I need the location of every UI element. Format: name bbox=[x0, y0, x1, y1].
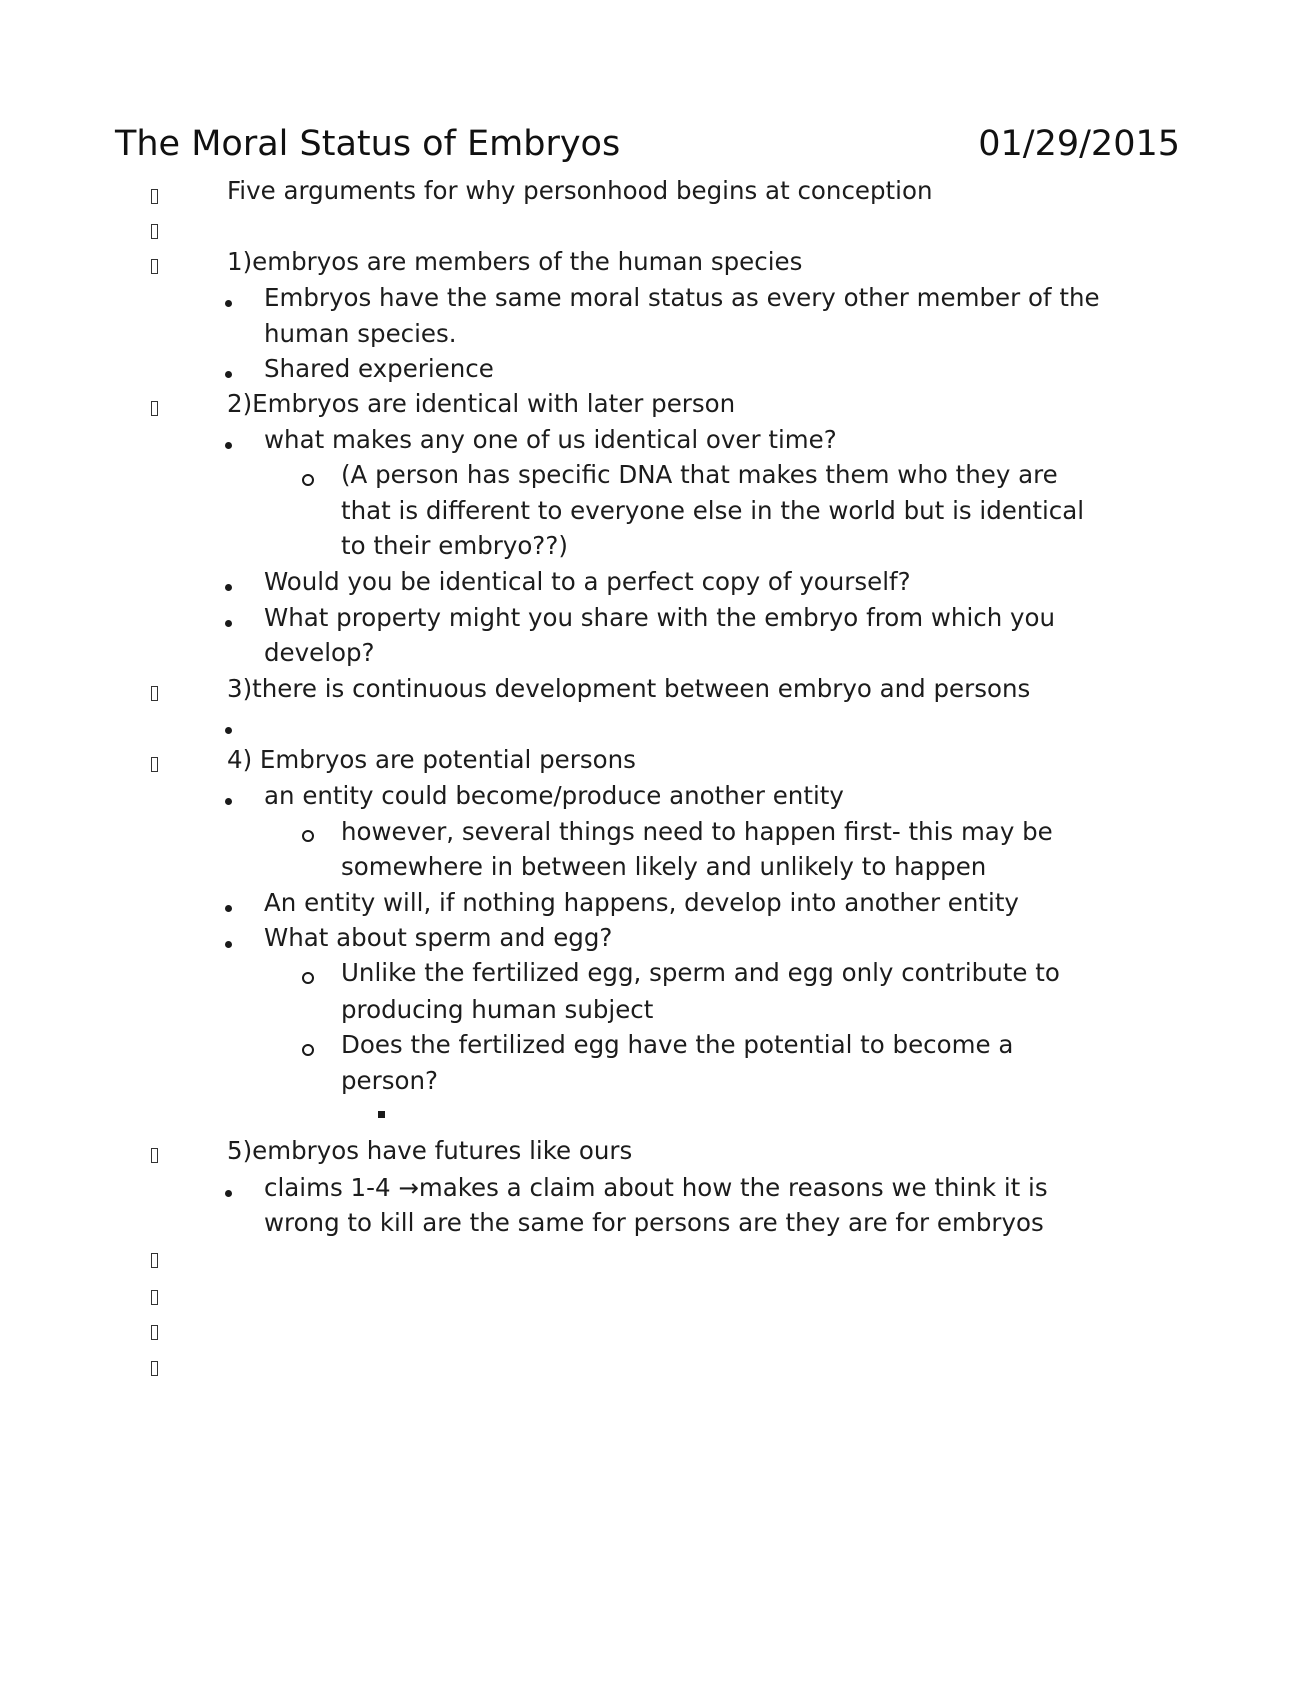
missing-glyph-icon bbox=[151, 401, 158, 416]
line-intro: Five arguments for why personhood begins at conception bbox=[227, 176, 933, 205]
missing-glyph-icon bbox=[151, 757, 158, 772]
bullet-icon bbox=[225, 1190, 232, 1197]
line-arg4-sub3b: person? bbox=[341, 1066, 438, 1095]
missing-glyph-icon bbox=[151, 1290, 158, 1305]
line-arg1-heading: 1)embryos are members of the human species bbox=[227, 247, 803, 276]
line-arg2-sub1b: that is different to everyone else in the world but is identical bbox=[341, 496, 1085, 525]
bullet-icon bbox=[225, 442, 232, 449]
line-arg2-point3a: What property might you share with the embryo from which you bbox=[264, 603, 1056, 632]
bullet-icon bbox=[225, 905, 232, 912]
missing-glyph-icon bbox=[151, 1253, 158, 1268]
line-arg2-point1: what makes any one of us identical over time? bbox=[264, 425, 837, 454]
line-arg2-sub1c: to their embryo??) bbox=[341, 531, 568, 560]
line-arg3-heading: 3)there is continuous development between embryo and persons bbox=[227, 674, 1031, 703]
line-arg5-heading: 5)embryos have futures like ours bbox=[227, 1136, 633, 1165]
missing-glyph-icon bbox=[151, 1325, 158, 1340]
sub-bullet-icon bbox=[302, 474, 314, 486]
line-arg4-sub1b: somewhere in between likely and unlikely to happen bbox=[341, 852, 987, 881]
missing-glyph-icon bbox=[151, 1361, 158, 1376]
line-arg4-heading: 4) Embryos are potential persons bbox=[227, 745, 636, 774]
line-arg1-point2: Shared experience bbox=[264, 354, 494, 383]
bullet-icon bbox=[225, 584, 232, 591]
missing-glyph-icon bbox=[151, 686, 158, 701]
bullet-icon bbox=[225, 941, 232, 948]
sub-bullet-icon bbox=[302, 830, 314, 842]
line-arg2-sub1a: (A person has specific DNA that makes them who they are bbox=[341, 460, 1058, 489]
line-arg4-sub1a: however, several things need to happen first- this may be bbox=[341, 817, 1053, 846]
line-arg5-point1b: wrong to kill are the same for persons are they are for embryos bbox=[264, 1208, 1044, 1237]
square-bullet-icon bbox=[378, 1111, 385, 1118]
page-date: 01/29/2015 bbox=[978, 124, 1180, 164]
bullet-icon bbox=[225, 620, 232, 627]
line-arg4-point1: an entity could become/produce another entity bbox=[264, 781, 844, 810]
line-arg5-point1a: claims 1-4 →makes a claim about how the reasons we think it is bbox=[264, 1173, 1048, 1202]
missing-glyph-icon bbox=[151, 1148, 158, 1163]
missing-glyph-icon bbox=[151, 189, 158, 204]
bullet-icon bbox=[225, 300, 232, 307]
sub-bullet-icon bbox=[302, 1044, 314, 1056]
missing-glyph-icon bbox=[151, 224, 158, 239]
line-arg1-point1b: human species. bbox=[264, 319, 457, 348]
bullet-icon bbox=[225, 798, 232, 805]
line-arg4-sub2b: producing human subject bbox=[341, 995, 654, 1024]
line-arg2-point3b: develop? bbox=[264, 638, 375, 667]
bullet-icon bbox=[225, 727, 232, 734]
line-arg4-sub3a: Does the fertilized egg have the potential to become a bbox=[341, 1030, 1014, 1059]
page-title: The Moral Status of Embryos bbox=[115, 124, 621, 164]
sub-bullet-icon bbox=[302, 972, 314, 984]
line-arg4-point2: An entity will, if nothing happens, develop into another entity bbox=[264, 888, 1019, 917]
bullet-icon bbox=[225, 371, 232, 378]
line-arg4-point3: What about sperm and egg? bbox=[264, 923, 613, 952]
line-arg1-point1a: Embryos have the same moral status as every other member of the bbox=[264, 283, 1100, 312]
line-arg2-point2: Would you be identical to a perfect copy of yourself? bbox=[264, 567, 911, 596]
missing-glyph-icon bbox=[151, 259, 158, 274]
line-arg2-heading: 2)Embryos are identical with later person bbox=[227, 389, 736, 418]
line-arg4-sub2a: Unlike the fertilized egg, sperm and egg only contribute to bbox=[341, 958, 1060, 987]
